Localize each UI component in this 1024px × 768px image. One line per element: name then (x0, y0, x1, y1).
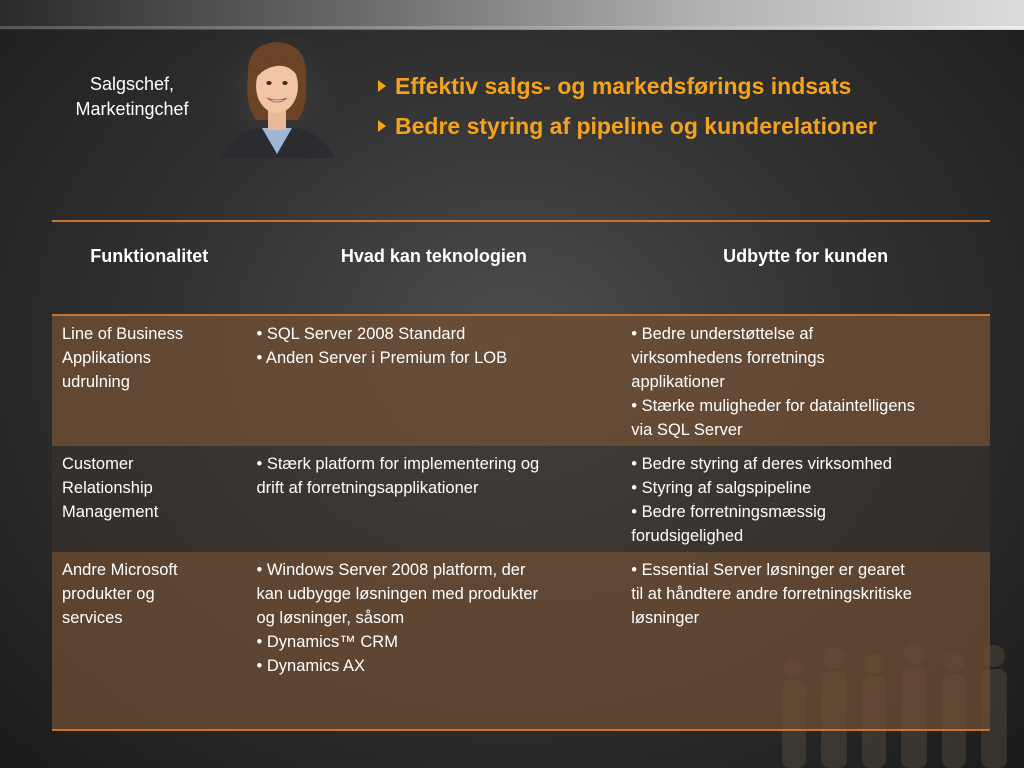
cell-text: drift af forretningsapplikationer (256, 479, 479, 497)
cell-text: • Styring af salgspipeline (631, 479, 812, 497)
headline-bullet-text: Effektiv salgs- og markedsførings indsats (395, 72, 852, 99)
cell-text: Andre Microsoft (62, 561, 178, 579)
headline-bullet (378, 106, 1018, 146)
cell-technology (246, 446, 621, 552)
cell-text: • Windows Server 2008 platform, der (256, 561, 526, 579)
cell-feature (52, 315, 246, 446)
header-funktionalitet: Funktionalitet (90, 246, 209, 266)
header-udbytte: Udbytte for kunden (723, 246, 889, 266)
table-header-row (52, 221, 990, 315)
persona-photo (212, 36, 342, 158)
cell-text: forudsigelighed (631, 527, 744, 545)
cell-text: til at håndtere andre forretningskritiske (631, 585, 912, 603)
cell-benefit (621, 446, 990, 552)
cell-text: produkter og (62, 585, 155, 603)
cell-text: • Dynamics AX (256, 657, 365, 675)
cell-technology (246, 315, 621, 446)
headline-bullet-text: Bedre styring af pipeline og kunderelationer (395, 112, 877, 139)
cell-text: • Dynamics™ CRM (256, 633, 398, 651)
role-label (52, 72, 212, 122)
cell-benefit (621, 552, 990, 730)
bullet-arrow-icon (378, 80, 386, 92)
cell-text: løsninger (631, 609, 700, 627)
cell-text: • Bedre forretningsmæssig (631, 503, 826, 521)
cell-feature (52, 552, 246, 730)
cell-text: virksomhedens forretnings (631, 349, 825, 367)
headline-bullets (378, 66, 1018, 146)
table-row (52, 552, 990, 730)
cell-text: Applikations (62, 349, 151, 367)
cell-text: • Essential Server løsninger er gearet (631, 561, 905, 579)
cell-text: applikationer (631, 373, 725, 391)
header-teknologi: Hvad kan teknologien (340, 246, 527, 266)
cell-benefit (621, 315, 990, 446)
cell-text: og løsninger, såsom (256, 609, 405, 627)
role-line-2: Marketingchef (75, 99, 189, 119)
headline-bullet (378, 66, 1018, 106)
table-row (52, 315, 990, 446)
cell-text: Customer (62, 455, 134, 473)
cell-text: • Bedre understøttelse af (631, 325, 814, 343)
role-line-1: Salgschef, (89, 74, 175, 94)
cell-text: kan udbygge løsningen med produkter (256, 585, 539, 603)
table-row (52, 446, 990, 552)
cell-text: • Stærk platform for implementering og (256, 455, 540, 473)
cell-text: services (62, 609, 123, 627)
cell-text: Line of Business (62, 325, 184, 343)
cell-text: • Stærke muligheder for dataintelligens (631, 397, 915, 415)
cell-text: udrulning (62, 373, 130, 391)
cell-text: via SQL Server (631, 421, 743, 439)
cell-text: • Anden Server i Premium for LOB (256, 349, 508, 367)
cell-text: Relationship (62, 479, 153, 497)
cell-text: • Bedre styring af deres virksomhed (631, 455, 892, 473)
feature-table (52, 220, 990, 731)
cell-technology (246, 552, 621, 730)
cell-text: • SQL Server 2008 Standard (256, 325, 466, 343)
cell-feature (52, 446, 246, 552)
top-divider (0, 26, 1024, 29)
bullet-arrow-icon (378, 120, 386, 132)
cell-text: Management (62, 503, 159, 521)
